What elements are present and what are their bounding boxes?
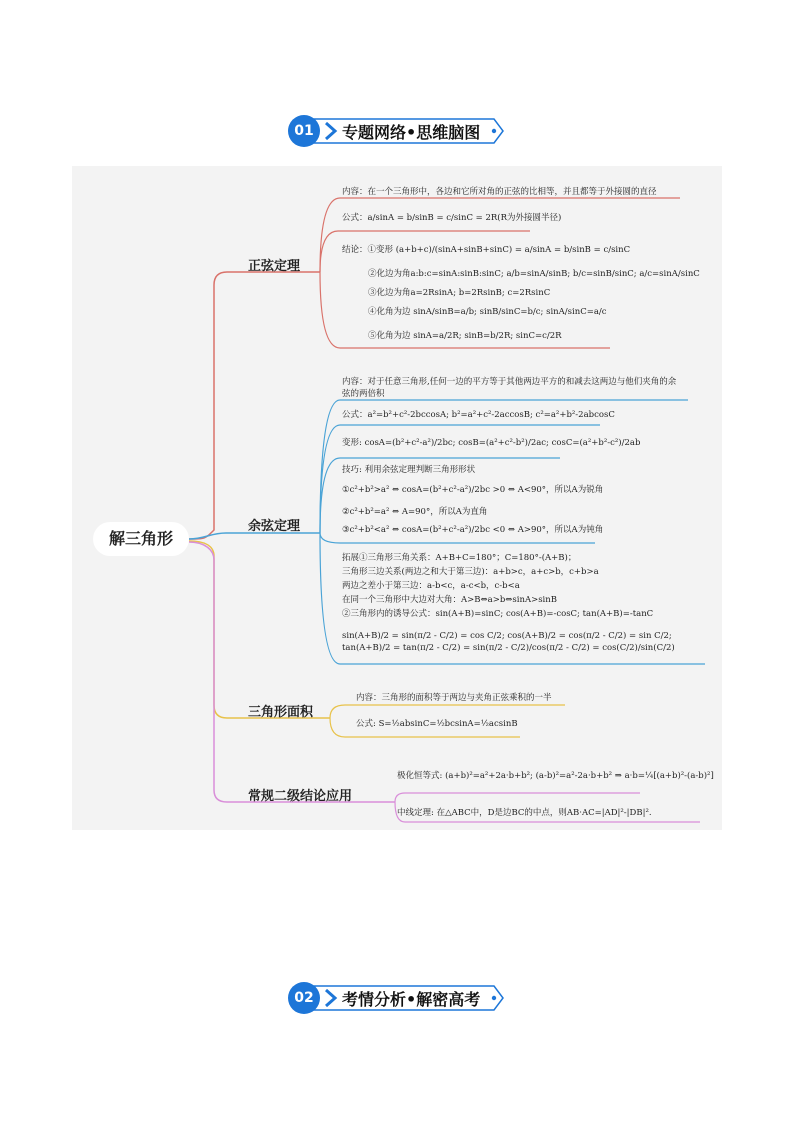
sine-conclusion-1: 结论：①变形 (a+b+c)/(sinA+sinB+sinC) = a/sinA = b/sinB = c/sinC	[342, 245, 631, 255]
cosine-tip-2: ②c²+b²=a² ⇔ A=90°，所以A为直角	[342, 507, 488, 517]
root-node: 解三角形	[93, 522, 189, 556]
sine-conclusion-5: ⑤化角为边 sinA=a/2R; sinB=b/2R; sinC=c/2R	[368, 331, 562, 341]
cosine-ext-1: 三角形三边关系(两边之和大于第三边)：a+b>c，a+c>b，c+b>a	[342, 567, 599, 577]
branch-area-label: 三角形面积	[248, 705, 314, 720]
cosine-ext-4: ②三角形内的诱导公式：sin(A+B)=sinC; cos(A+B)=-cosC; tan(A+B)=-tanC	[342, 609, 654, 619]
cosine-variant: 变形: cosA=(b²+c²-a²)/2bc; cosB=(a²+c²-b²)/2ac; cosC=(a²+b²-c²)/2ab	[342, 438, 641, 448]
cosine-ext-0: 拓展①三角形三角关系：A+B+C=180°；C=180°-(A+B)；	[342, 553, 577, 563]
cosine-tip-0: 技巧: 利用余弦定理判断三角形形状	[342, 465, 476, 475]
section-title: 考情分析•解密高考	[342, 990, 481, 1009]
cosine-formula: 公式：a²=b²+c²-2bccosA; b²=a²+c²-2accosB; c²=a²+b²-2abcosC	[342, 410, 615, 420]
cosine-tip-1: ①c²+b²>a² ⇔ cosA=(b²+c²-a²)/2bc >0 ⇔ A<90°，所以A为锐角	[342, 485, 604, 495]
branch-cosine-label: 余弦定理	[248, 519, 301, 534]
chevron-right-icon	[324, 989, 338, 1007]
conclusion-polar: 极化恒等式: (a+b)²=a²+2a·b+b²; (a-b)²=a²-2a·b+b² ⇒ a·b=¼[(a+b)²-(a-b)²]	[397, 771, 714, 781]
sine-conclusion-4: ④化角为边 sinA/sinB=a/b; sinB/sinC=b/c; sinA/sinC=a/c	[368, 307, 607, 317]
cosine-content: 内容：对于任意三角形,任何一边的平方等于其他两边平方的和减去这两边与他们夹角的余弦的两倍积	[342, 377, 677, 399]
section-number-badge: 01	[288, 115, 320, 147]
section-header-02	[288, 982, 506, 1014]
cosine-ext-5: sin(A+B)/2 = sin(π/2 - C/2) = cos C/2; cos(A+B)/2 = cos(π/2 - C/2) = sin C/2; tan(A+B)/2 = tan(π/2 - C/2) = sin(π/2 - C/2)/cos(π/2 - C/2) = cos(C/2)/sin(C/2)	[342, 631, 675, 653]
conclusion-median: 中线定理: 在△ABC中，D是边BC的中点，则AB·AC=|AD|²-|DB|².	[397, 808, 652, 818]
sine-content: 内容：在一个三角形中，各边和它所对角的正弦的比相等，并且都等于外接圆的直径	[342, 187, 657, 197]
cosine-tip-3: ③c²+b²<a² ⇔ cosA=(b²+c²-a²)/2bc <0 ⇔ A>90°，所以A为钝角	[342, 525, 604, 535]
sine-formula: 公式：a/sinA = b/sinB = c/sinC = 2R(R为外接圆半径)	[342, 213, 562, 223]
branch-sine-label: 正弦定理	[248, 259, 301, 274]
section-number-badge: 02	[288, 982, 320, 1014]
area-formula: 公式: S=½absinC=½bcsinA=½acsinB	[356, 719, 518, 729]
cosine-ext-3: 在同一个三角形中大边对大角：A>B⇔a>b⇔sinA>sinB	[342, 595, 558, 605]
cosine-ext-2: 两边之差小于第三边：a-b<c，a-c<b，c-b<a	[342, 581, 520, 591]
branch-conclusion-label: 常规二级结论应用	[248, 789, 353, 804]
sine-conclusion-3: ③化边为角a=2RsinA; b=2RsinB; c=2RsinC	[368, 288, 551, 298]
section-title: 专题网络•思维脑图	[342, 123, 481, 142]
area-content: 内容：三角形的面积等于两边与夹角正弦乘积的一半	[356, 693, 552, 703]
sine-conclusion-2: ②化边为角a:b:c=sinA:sinB:sinC; a/b=sinA/sinB; b/c=sinB/sinC; a/c=sinA/sinC	[368, 269, 700, 279]
